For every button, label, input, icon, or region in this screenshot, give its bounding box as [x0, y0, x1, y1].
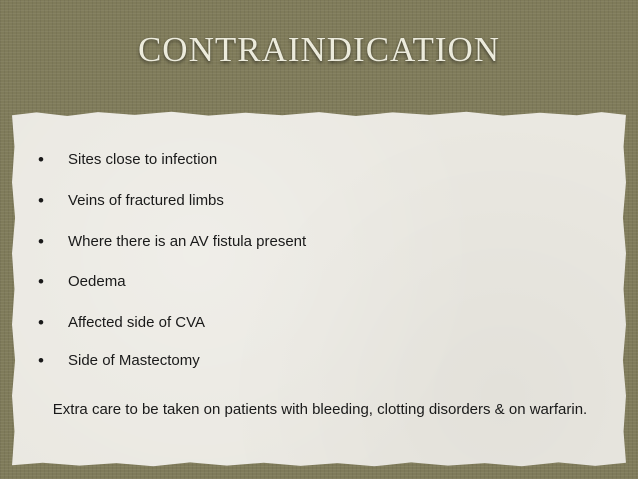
- bullet-text: Oedema: [68, 273, 126, 290]
- bullet-text: Side of Mastectomy: [68, 352, 200, 369]
- bullet-dot-icon: •: [38, 272, 44, 291]
- bullet-dot-icon: •: [38, 150, 44, 169]
- bullet-text: Veins of fractured limbs: [68, 192, 224, 209]
- bullet-dot-icon: •: [38, 232, 44, 251]
- bullet-dot-icon: •: [38, 313, 44, 332]
- bullet-dot-icon: •: [38, 191, 44, 210]
- bullet-dot-icon: •: [38, 351, 44, 370]
- care-note: Extra care to be taken on patients with bleeding, clotting disorders & on warfarin.: [52, 401, 588, 418]
- slide-title: CONTRAINDICATION: [137, 30, 501, 69]
- bullet-text: Affected side of CVA: [68, 314, 206, 331]
- bullet-text: Sites close to infection: [68, 151, 218, 168]
- bullet-text: Where there is an AV fistula present: [68, 233, 307, 250]
